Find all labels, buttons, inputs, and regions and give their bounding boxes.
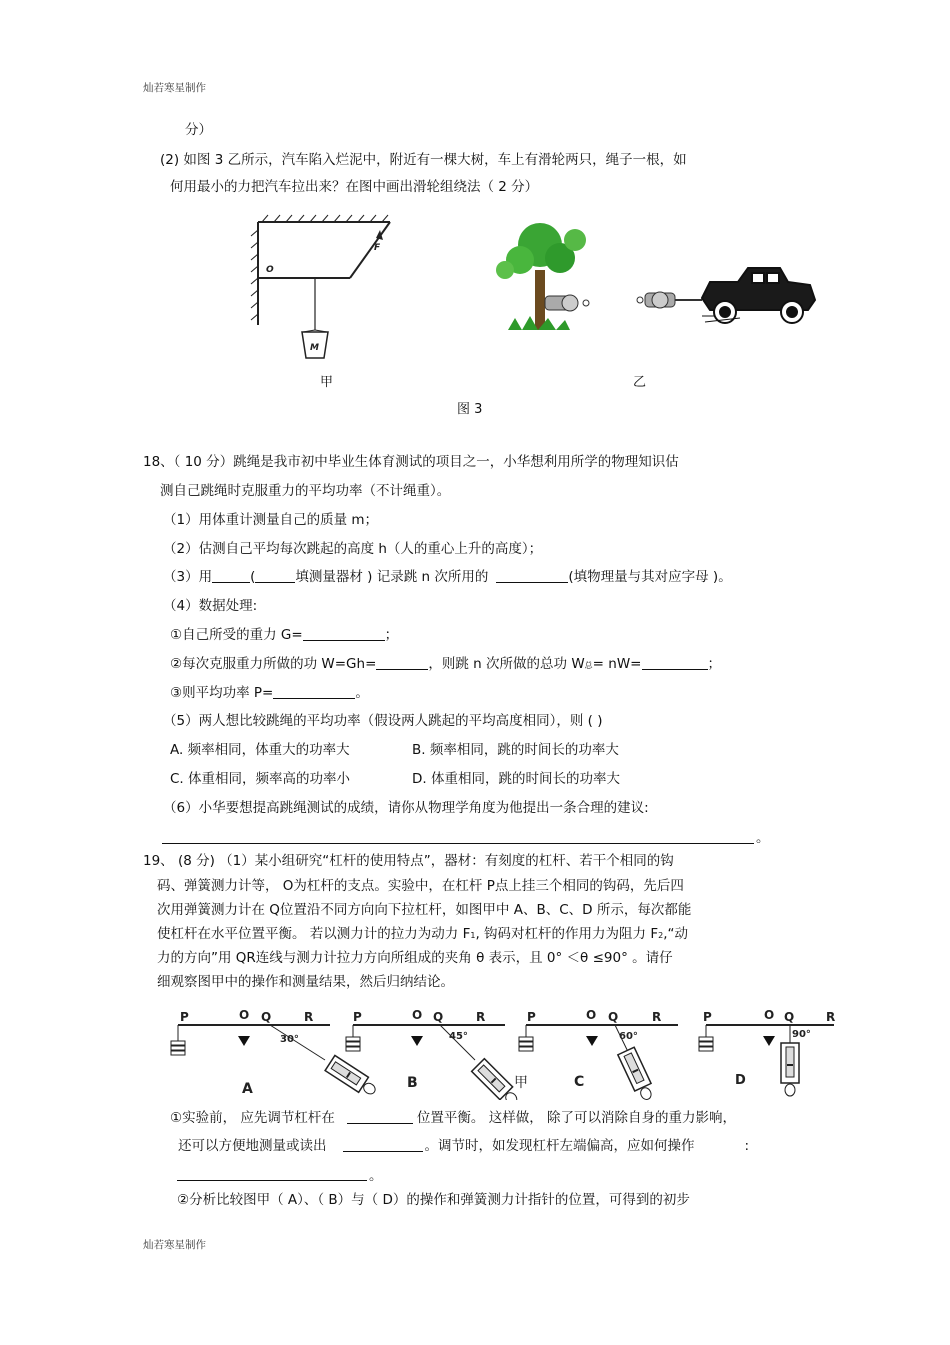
- figure-3-label-yi: 乙: [633, 375, 647, 390]
- q19-line1: 19、 (8 分) （1）某小组研究“杠杆的使用特点”，器材：有刻度的杠杆、若干个相同的钩: [143, 853, 674, 869]
- q19-line5: 力的方向”用 QR连线与测力计拉力方向所组成的夹角 θ 表示，且 0° ＜θ ≤90° 。请仔: [157, 950, 673, 966]
- lever-b-label: B: [407, 1075, 418, 1091]
- lever-d-label: D: [735, 1073, 746, 1088]
- figure-3-label-o: O: [266, 265, 274, 275]
- pulley-icon: [545, 295, 589, 311]
- q18-step3: （3）用 ( 填测量器材 ) 记录跳 n 次所用的 (填物理量与其对应字母 )。: [163, 569, 732, 585]
- q19-line2: 码、弹簧测力计等， O为杠杆的支点。实验中，在杠杆 P点上挂三个相同的钩码，先后四: [157, 878, 684, 894]
- lever-d-label-p: P: [703, 1010, 712, 1024]
- q18-step2: （2）估测自己平均每次跳起的高度 h（人的重心上升的高度）；: [163, 541, 543, 557]
- q19-blank-reading[interactable]: [343, 1138, 423, 1152]
- figure-3-label-jia: 甲: [320, 375, 334, 390]
- lever-a-label-r: R: [304, 1010, 314, 1024]
- q18-blank-gravity[interactable]: [303, 627, 385, 641]
- lever-c-label-o: O: [586, 1008, 597, 1022]
- lever-figure-jia: 甲: [514, 1075, 528, 1091]
- q18-blank-work[interactable]: [376, 656, 428, 670]
- figure-3-label-m: M: [310, 343, 319, 353]
- lever-panel-c: [519, 1025, 678, 1100]
- q17-2-line1: (2) 如图 3 乙所示，汽车陷入烂泥中，附近有一棵大树，车上有滑轮两只，绳子一根，如: [160, 152, 687, 168]
- lever-a-label: A: [242, 1081, 253, 1097]
- q18-step4b: ②每次克服重力所做的功 W=Gh= ，则跳 n 次所做的总功 W总= nW= ；: [170, 656, 721, 672]
- q18-step4c: ③则平均功率 P= 。: [170, 685, 369, 701]
- lever-b-label-q: Q: [433, 1010, 444, 1024]
- car-icon: [702, 268, 815, 323]
- q18-blank-total-work[interactable]: [642, 656, 708, 670]
- q19-sub1-line2: 还可以方便地测量或读出 。调节时，如发现杠杆左端偏高，应如何操作 :: [178, 1138, 750, 1154]
- lever-b-label-p: P: [353, 1010, 362, 1024]
- q18-step1: （1）用体重计测量自己的质量 m；: [163, 512, 379, 528]
- continuation-text: 分）: [185, 122, 212, 138]
- q19-sub2-line1: ②分析比较图甲（ A）、（ B）与（ D）的操作和弹簧测力计指针的位置，可得到的初步: [177, 1192, 690, 1208]
- q18-line2: 测自己跳绳时克服重力的平均功率（不计绳重）。: [160, 483, 451, 499]
- lever-c-label-q: Q: [608, 1010, 619, 1024]
- q18-line1: 18、（ 10 分）跳绳是我市初中毕业生体育测试的项目之一，小华想利用所学的物理知识估: [143, 454, 679, 470]
- q18-step6-end: 。: [756, 830, 770, 846]
- footer-producer: 灿若寒星制作: [143, 1239, 206, 1251]
- q18-blank-device-2[interactable]: [255, 569, 295, 583]
- q18-option-a[interactable]: A. 频率相同，体重大的功率大: [170, 742, 350, 758]
- q19-sub1-line1: ①实验前， 应先调节杠杆在 位置平衡。 这样做， 除了可以消除自身的重力影响，: [170, 1110, 736, 1126]
- lever-figure: [170, 1005, 838, 1100]
- header-producer: 灿若寒星制作: [143, 82, 206, 94]
- q18-step4: （4）数据处理:: [163, 598, 258, 614]
- lever-c-label-r: R: [652, 1010, 662, 1024]
- q18-option-c[interactable]: C. 体重相同，频率高的功率小: [170, 771, 351, 787]
- q18-blank-device[interactable]: [212, 569, 250, 583]
- q19-line3: 次用弹簧测力计在 Q位置沿不同方向向下拉杠杆，如图甲中 A、B、C、D 所示，每次都能: [157, 902, 692, 918]
- lever-d-angle: 90°: [792, 1029, 811, 1040]
- q19-line4: 使杠杆在水平位置平衡。 若以测力计的拉力为动力 F1, 钩码对杠杆的作用力为阻力 F2,“动: [157, 926, 688, 942]
- lever-a-label-o: O: [239, 1008, 250, 1022]
- lever-a-angle: 30°: [280, 1034, 299, 1045]
- lever-b-angle: 45°: [449, 1031, 468, 1042]
- lever-panel-a: [171, 1025, 379, 1099]
- q19-line6: 细观察图甲中的操作和测量结果，然后归纳结论。: [157, 974, 454, 990]
- q18-option-b[interactable]: B. 频率相同，跳的时间长的功率大: [412, 742, 619, 758]
- lever-b-label-o: O: [412, 1008, 423, 1022]
- lever-c-label: C: [574, 1074, 585, 1090]
- lever-panel-d: [699, 1025, 834, 1096]
- q19-sub1-end: 。: [369, 1168, 383, 1184]
- q18-blank-quantity[interactable]: [496, 569, 568, 583]
- figure-3-label-f: F: [374, 243, 381, 253]
- q18-blank-suggestion[interactable]: [162, 843, 754, 844]
- lever-c-angle: 60°: [619, 1031, 638, 1042]
- lever-a-label-q: Q: [261, 1010, 272, 1024]
- q18-blank-power[interactable]: [273, 685, 355, 699]
- q19-blank-operation[interactable]: [177, 1180, 367, 1181]
- pulley-icon: [637, 292, 702, 308]
- lever-d-label-o: O: [764, 1008, 775, 1022]
- figure-3-jia-diagram: [251, 215, 390, 358]
- q19-blank-position[interactable]: [347, 1110, 413, 1124]
- q18-step5: （5）两人想比较跳绳的平均功率（假设两人跳起的平均高度相同），则 ( ): [163, 713, 603, 729]
- q18-step6: （6）小华要想提高跳绳测试的成绩，请你从物理学角度为他提出一条合理的建议:: [163, 800, 649, 816]
- lever-d-label-q: Q: [784, 1010, 795, 1024]
- lever-panel-b: [346, 1025, 522, 1100]
- q18-step4a: ①自己所受的重力 G= ；: [170, 627, 399, 643]
- q17-2-line2: 何用最小的力把汽车拉出来？在图中画出滑轮组绕法（ 2 分）: [170, 179, 539, 195]
- figure-3: [240, 210, 840, 390]
- lever-b-label-r: R: [476, 1010, 486, 1024]
- q18-option-d[interactable]: D. 体重相同，跳的时间长的功率大: [412, 771, 620, 787]
- lever-d-label-r: R: [826, 1010, 836, 1024]
- figure-3-caption: 图 3: [457, 402, 483, 417]
- lever-c-label-p: P: [527, 1010, 536, 1024]
- lever-a-label-p: P: [180, 1010, 189, 1024]
- tree-icon: [496, 223, 586, 330]
